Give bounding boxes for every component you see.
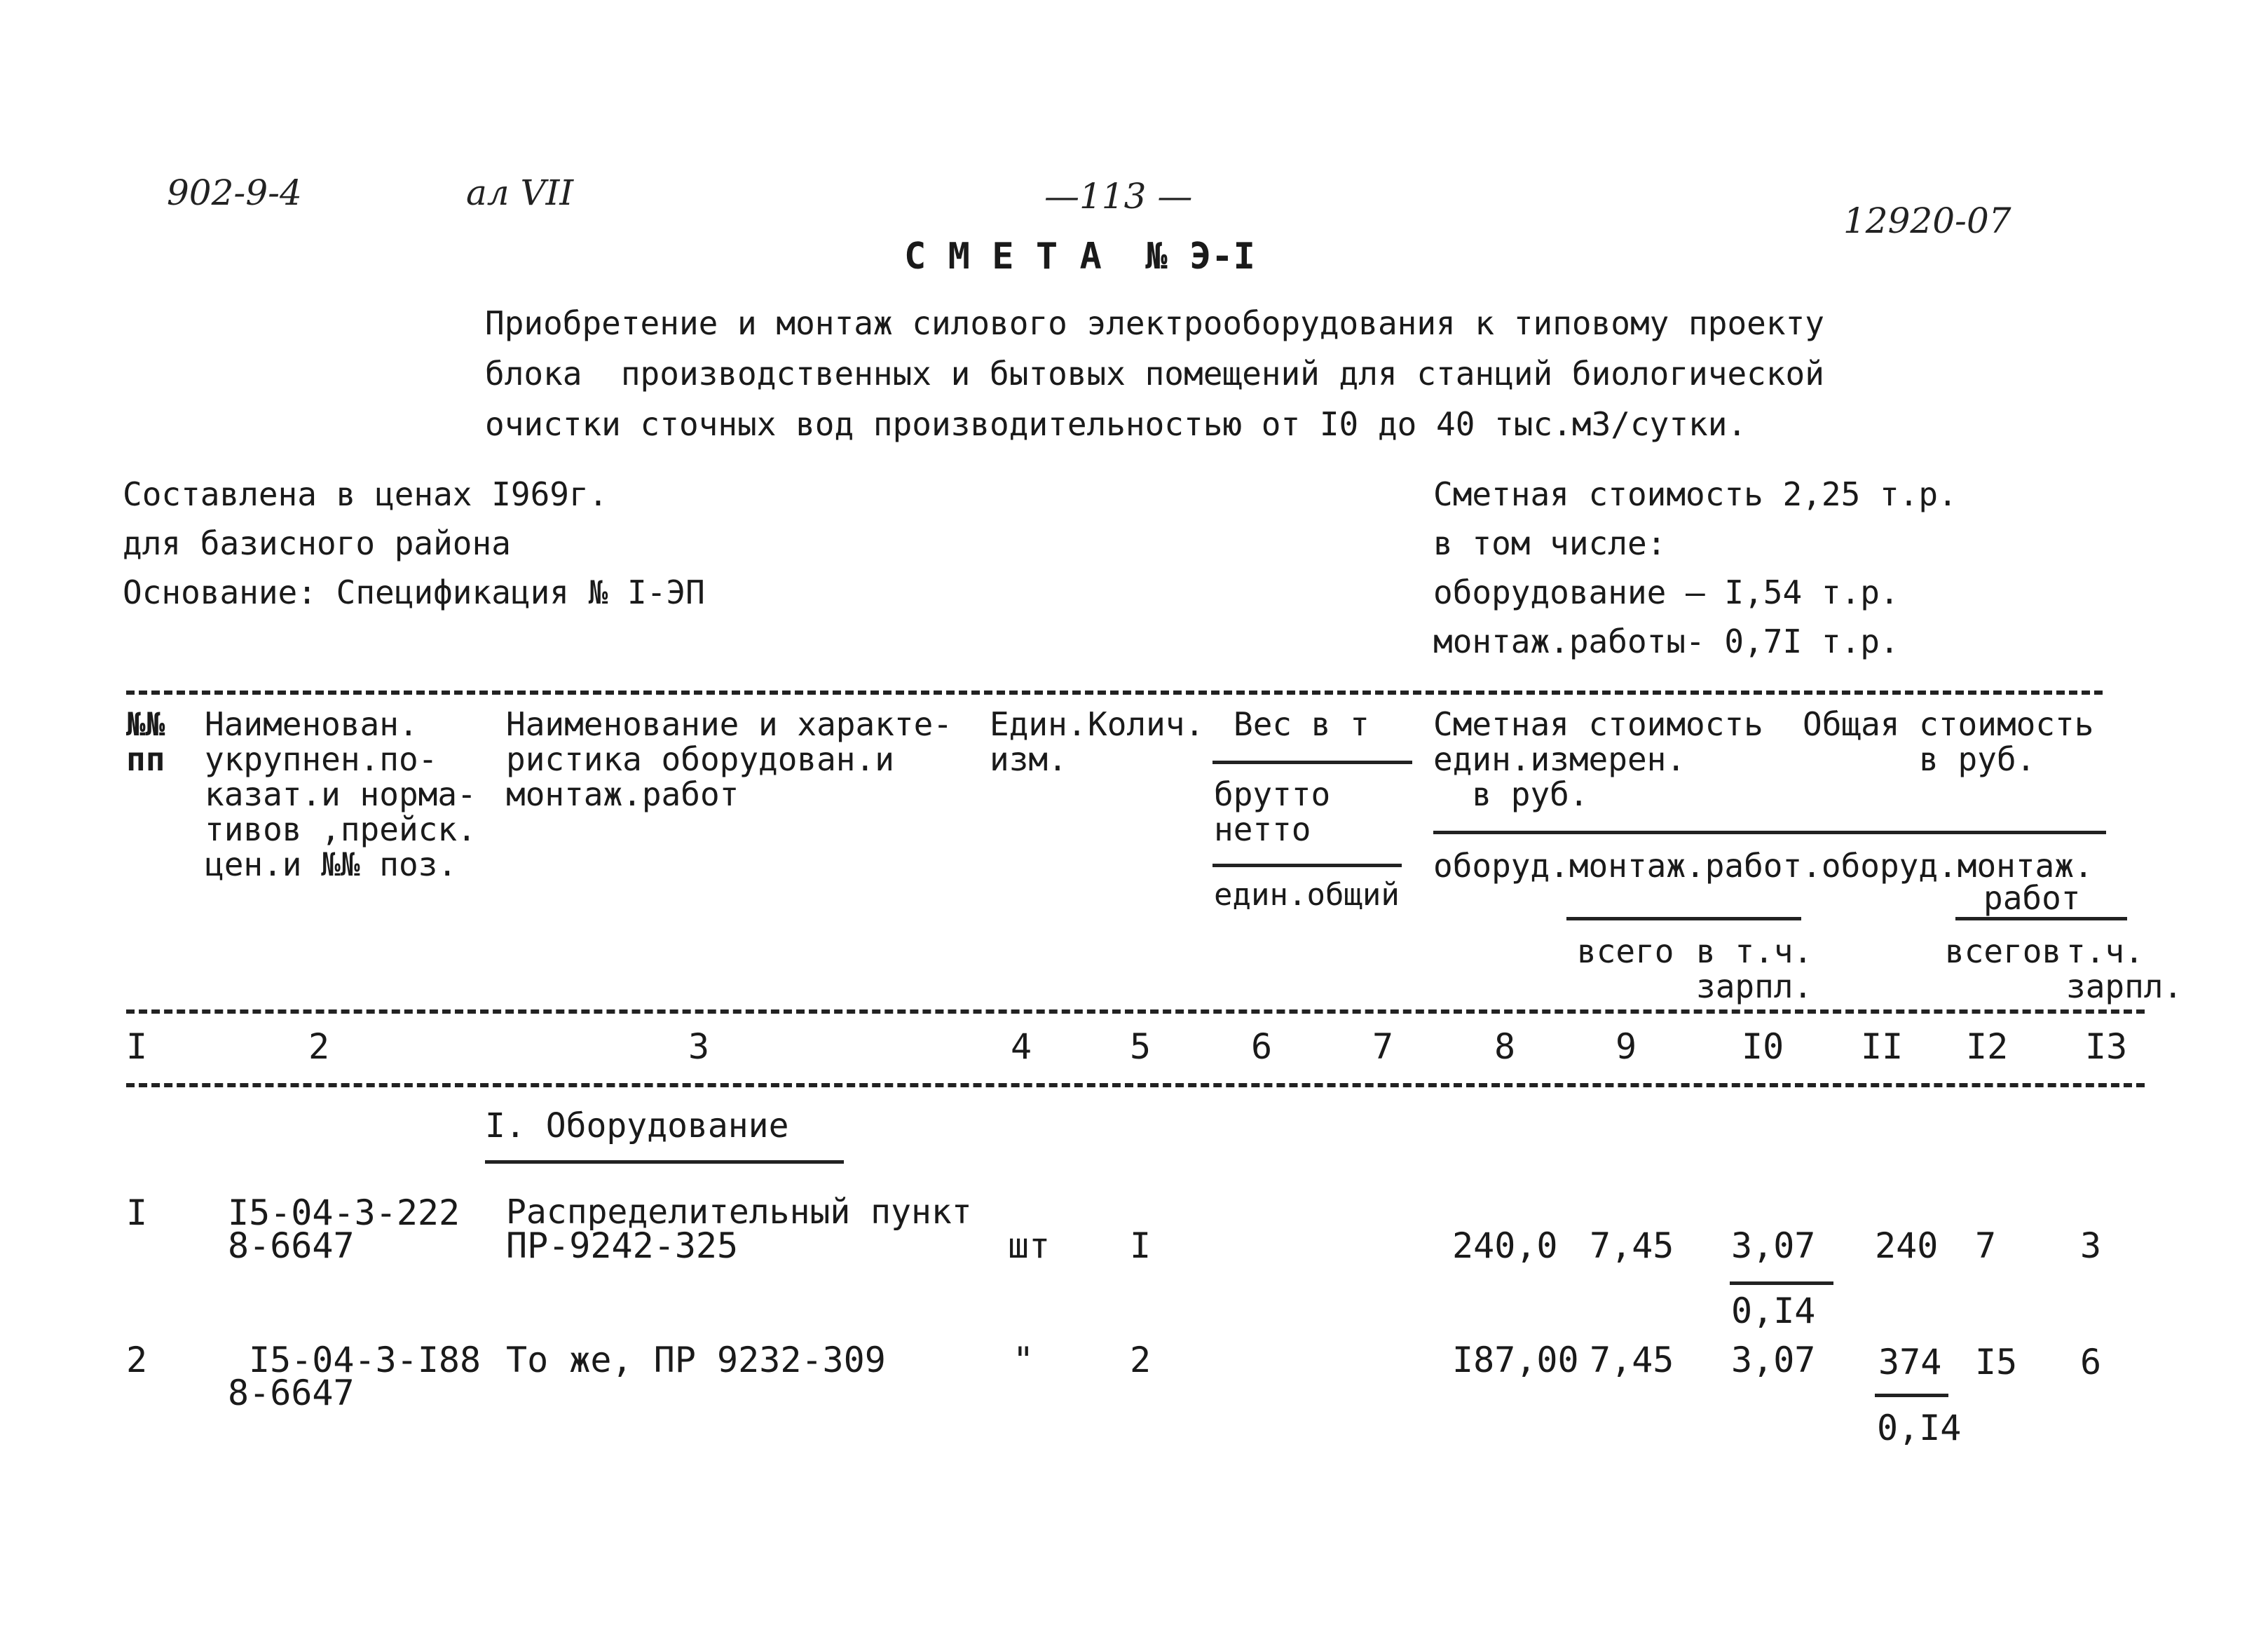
doc-code: 902-9-4 [167,172,302,213]
row2-unit: " [1013,1340,1034,1380]
section-title: I. Оборудование [485,1106,789,1145]
estimated-cost: Сметная стоимость 2,25 т.р. [1433,475,1958,513]
row1-equip-sum: 240 [1875,1225,1939,1266]
row1-unit: шт [1008,1225,1051,1266]
colnum-1: I [126,1026,148,1067]
row2-equip-unit: I87,00 [1452,1340,1579,1380]
header-vtch-1: в т.ч. зарпл. [1696,932,1813,1005]
subtitle-line-3: очистки сточных вод производительностью от I0 до 40 тыс.м3/сутки. [485,405,1747,443]
colnum-4: 4 [1011,1026,1032,1067]
row1-code1: I5-04-3-222 [228,1192,460,1233]
section-title-underline [485,1160,844,1164]
row1-mont-total: 7,45 [1590,1225,1674,1266]
subtitle-line-1: Приобретение и монтаж силового электрооборудования к типовому проекту [485,304,1824,342]
colnum-top-rule [126,1009,2145,1014]
colnum-13: I3 [2085,1026,2128,1067]
row1-fraction-rule [1730,1281,1833,1285]
row1-name2: ПР-9242-325 [506,1225,739,1266]
row2-mont-wage: 3,07 [1731,1340,1816,1380]
row2-fraction-rule [1875,1394,1948,1397]
prices-basis: Составлена в ценах I969г. [123,475,608,513]
header-col-name: Наименование и характе- ристика оборудован.и монтаж.работ [506,705,952,813]
header-unit-total: един.общий [1214,877,1400,913]
header-col-number: №№ пп [126,705,165,778]
colnum-11: II [1861,1026,1904,1067]
colnum-3: 3 [688,1026,710,1067]
header-vsego-1: всего [1577,932,1674,970]
basis-specification: Основание: Спецификация № I-ЭП [123,573,705,611]
row2-extra: 0,I4 [1877,1408,1962,1448]
row1-mont-sum: 7 [1975,1225,1997,1266]
colnum-bottom-rule [126,1083,2145,1087]
colnum-2: 2 [308,1026,330,1067]
equipment-cost: оборудование – I,54 т.р. [1433,573,1899,611]
installation-cost: монтаж.работы- 0,7I т.р. [1433,623,1899,660]
including-label: в том числе: [1433,524,1667,562]
header-vtch-2: т.ч. зарпл. [2066,932,2183,1005]
header-vsego-2: всегов [1945,932,2062,970]
row1-qty: I [1130,1225,1152,1266]
colnum-5: 5 [1130,1026,1152,1067]
row1-wage-sum: 3 [2080,1225,2102,1266]
mont-rule-2 [1955,917,2127,920]
album-number: ал VII [466,172,574,213]
header-col-code: Наименован. укрупнен.по- казат.и норма- тивов ,прейск. цен.и №№ поз. [205,705,477,883]
header-col-unit: Един. изм. [990,705,1087,778]
row1-name1: Распределительный пункт [506,1192,972,1232]
table-top-rule [126,691,2103,695]
colnum-6: 6 [1251,1026,1273,1067]
row1-number: I [126,1192,148,1233]
colnum-9: 9 [1615,1026,1637,1067]
weight-rule-2 [1212,864,1402,867]
row1-extra: 0,I4 [1731,1291,1816,1331]
header-total-cost: Общая стоимость в руб. [1803,705,2094,778]
header-weight: Вес в т [1234,705,1369,743]
header-col-qty: Колич. [1088,705,1205,743]
row1-mont-wage: 3,07 [1731,1225,1816,1266]
row2-mont-sum: I5 [1975,1342,2018,1382]
row2-wage-sum: 6 [2080,1342,2102,1382]
colnum-8: 8 [1494,1026,1516,1067]
colnum-12: I2 [1966,1026,2009,1067]
header-equip-mont: оборуд.монтаж.работ.оборуд.монтаж. [1433,847,2093,885]
header-unit-cost: Сметная стоимость един.измерен. в руб. [1433,705,1763,813]
row2-mont-total: 7,45 [1590,1340,1674,1380]
colnum-10: I0 [1742,1026,1784,1067]
page-number: —113 — [1044,176,1193,217]
row1-code2: 8-6647 [228,1225,355,1266]
document-title: С М Е Т А № Э-I [904,236,1255,278]
row2-code2: 8-6647 [228,1373,355,1413]
colnum-7: 7 [1372,1026,1394,1067]
subtitle-line-2: блока производственных и бытовых помещений для станций биологической [485,355,1824,393]
row2-equip-sum: 374 [1878,1342,1942,1382]
row2-number: 2 [126,1340,148,1380]
mont-rule-1 [1566,917,1801,920]
row2-code1: I5-04-3-I88 [249,1340,481,1380]
header-raboty: работ [1983,879,2081,917]
inventory-number: 12920-07 [1843,200,2011,241]
row1-equip-unit: 240,0 [1452,1225,1558,1266]
row2-name1: То же, ПР 9232-309 [506,1340,886,1380]
base-region: для базисного района [123,524,511,562]
cost-rule [1433,831,2106,834]
row2-qty: 2 [1130,1340,1152,1380]
header-brutto-netto: брутто нетто [1214,775,1331,848]
weight-rule-1 [1212,761,1412,764]
